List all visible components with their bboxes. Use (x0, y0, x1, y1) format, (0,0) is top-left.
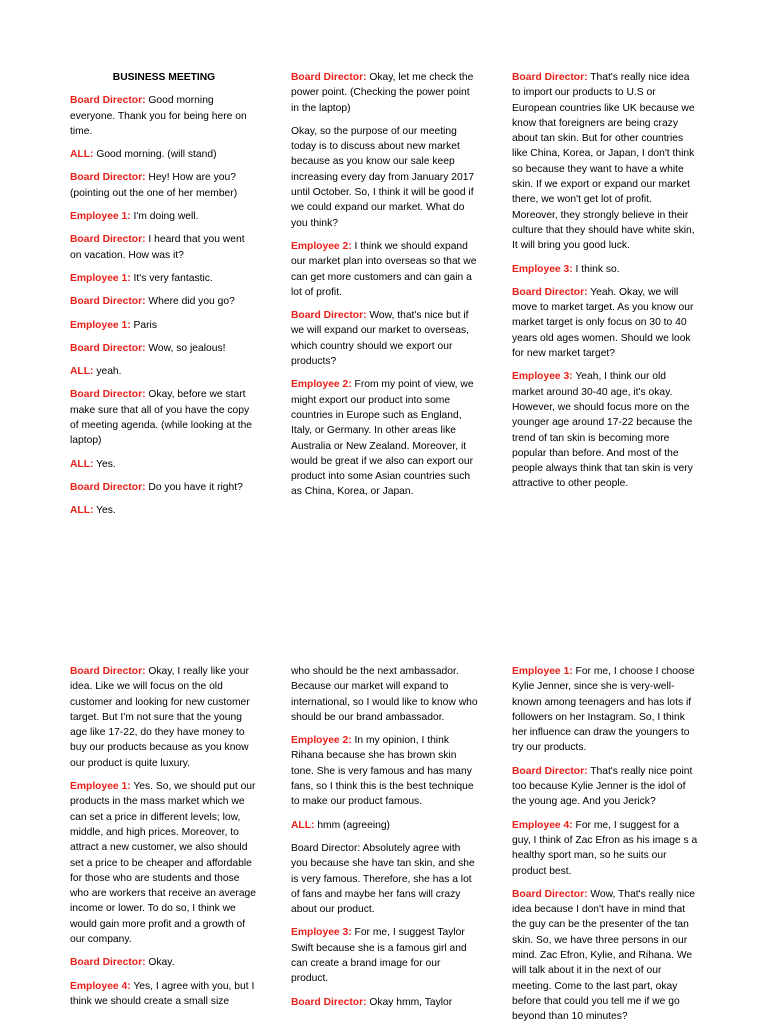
dialogue-line (512, 262, 700, 277)
dialogue-line (512, 285, 700, 361)
dialogue-text: who should be the next ambassador. Because our market will expand to international, so I would like to know who should be our brand ambassador. (291, 666, 478, 723)
document-title: BUSINESS MEETING (112, 72, 216, 83)
dialogue-line (291, 239, 479, 300)
speaker-label: Employee 3: (512, 263, 573, 275)
dialogue-line (512, 764, 700, 810)
dialogue-text: Hey! How are you? (pointing out the one of her member) (70, 172, 238, 199)
speaker-label: Employee 1: (70, 781, 131, 793)
dialogue-text: Okay, let me check the power point. (Checking the power point in the laptop) (291, 72, 474, 114)
speaker-label: Board Director: (70, 957, 146, 969)
speaker-label: Employee 1: (70, 319, 131, 331)
speaker-label: ALL: (70, 149, 94, 161)
speaker-label: Employee 1: (70, 272, 131, 284)
speaker-label: Board Director: (512, 72, 588, 83)
speaker-label: Employee 3: (291, 927, 352, 939)
dialogue-line (70, 294, 258, 309)
speaker-label: Board Director: (70, 342, 146, 354)
speaker-label: Board Director: (291, 72, 367, 83)
dialogue-text: Good morning. (will stand) (93, 149, 217, 161)
dialogue-line (70, 271, 258, 286)
speaker-label: Employee 2: (291, 240, 352, 252)
dialogue-line (70, 979, 258, 1010)
speaker-label: Board Director: (512, 765, 588, 777)
dialogue-text: hmm (agreeing) (314, 819, 390, 831)
dialogue-line (512, 664, 700, 756)
speaker-label: Board Director: (70, 234, 146, 246)
dialogue-text: For me, I choose I choose Kylie Jenner, since she is very-well-known among teenagers and has lots if followers on her Instagram. So, I think her influence can draw the youngers to try our products. (512, 666, 695, 754)
dialogue-line (70, 232, 258, 263)
dialogue-text: Okay. (145, 957, 175, 969)
dialogue-text: yeah. (93, 366, 122, 378)
dialogue-line (512, 369, 700, 491)
dialogue-line (291, 664, 479, 725)
dialogue-line (291, 377, 479, 499)
dialogue-text: Wow, so jealous! (145, 342, 226, 354)
dialogue-line (512, 70, 700, 254)
dialogue-line (70, 364, 258, 379)
dialogue-line (291, 733, 479, 809)
dialogue-text: Wow, That's really nice idea because I don't have in mind that the guy can be the presenter of the tan skin. So, we have three persons in our mind. Zac Efron, Kylie, and Rihana. We will talk about it in the next of our meeting. Come to the last part, okay before that could you tell me if we go beyond than 10 minutes? (512, 888, 695, 1023)
dialogue-line (291, 925, 479, 986)
speaker-label: Board Director: (291, 310, 367, 322)
speaker-label: Board Director: (512, 286, 588, 298)
speaker-label: Employee 1: (512, 666, 573, 677)
speaker-label: Board Director: (70, 95, 146, 107)
dialogue-text: Okay, I really like your idea. Like we will focus on the old customer and looking for new customer target. But I'm not sure that the young age like 17-22, do they have money to buy our products because as you know our product is quite luxury. (70, 666, 250, 769)
dialogue-text: Yeah. Okay, we will move to market target. As you know our market target is only focus on 30 to 40 years old ages women. Should we look for new market target? (512, 286, 694, 360)
dialogue-text: It's very fantastic. (130, 272, 213, 284)
dialogue-line (291, 70, 479, 116)
dialogue-text: That's really nice idea to import our products to U.S or European countries like UK because we know that foreigners are being crazy about tan skin. But for other countries like China, Korea, or Japan, I don't think so because they want to have a white skin. If we export or expand our market there, we won't get lot of profit. Moreover, they strongly believe in their culture that they should have white skin, It will bring you good luck. (512, 72, 695, 252)
column-4 (70, 664, 258, 1017)
dialogue-line (70, 170, 258, 201)
dialogue-line (70, 93, 258, 139)
speaker-label: Employee 3: (512, 371, 573, 383)
dialogue-text: In my opinion, I think Rihana because she has brown skin tone. She is very famous and has many fans, so I think this is the best technique to make our product famous. (291, 735, 474, 808)
dialogue-line (70, 147, 258, 162)
column-1 (70, 70, 258, 527)
column-5 (291, 664, 479, 1018)
dialogue-text: Board Director: Absolutely agree with you because she have tan skin, and she is very famous. Therefore, she has a lot of fans and maybe her fans will crazy about our product. (291, 842, 475, 916)
dialogue-text: For me, I suggest Taylor Swift because she is a famous girl and can create a brand image for our product. (291, 927, 467, 985)
speaker-label: Board Director: (291, 996, 367, 1008)
column-3 (512, 70, 700, 500)
dialogue-text: Yes. (93, 458, 116, 470)
column-2 (291, 70, 479, 508)
dialogue-text: I heard that you went on vacation. How was it? (70, 234, 245, 261)
dialogue-text: Wow, that's nice but if we will expand our market to overseas, which country should we export our products? (291, 310, 469, 368)
dialogue-text: Yes. (93, 505, 116, 517)
speaker-label: Employee 4: (70, 980, 131, 992)
dialogue-text: I think we should expand our market plan into overseas so that we can get more customers and can gain a lot of profit. (291, 240, 477, 298)
dialogue-line (291, 995, 479, 1010)
speaker-label: Employee 1: (70, 211, 131, 223)
dialogue-line (70, 503, 258, 518)
dialogue-line (291, 124, 479, 231)
dialogue-text: For me, I suggest for a guy, I think of Zac Efron as his image s a healthy sport man, so he suits our product best. (512, 819, 698, 877)
dialogue-line (70, 318, 258, 333)
dialogue-line (70, 387, 258, 448)
dialogue-line (291, 841, 479, 917)
speaker-label: Employee 2: (291, 735, 352, 747)
speaker-label: Board Director: (512, 888, 588, 900)
dialogue-text: Good morning everyone. Thank you for being here on time. (70, 95, 247, 137)
column-6 (512, 664, 700, 1033)
dialogue-line (70, 779, 258, 947)
dialogue-text: I think so. (572, 263, 620, 275)
dialogue-text: From my point of view, we might export our product into some countries in Europe such as England, Italy, or Germany. In other areas like Australia or New Zealand. Moreover, it would be great if we also can export our product into some Asian countries such as China, Korea, or Japan. (291, 379, 474, 498)
speaker-label: ALL: (291, 819, 315, 831)
dialogue-line (512, 887, 700, 1025)
dialogue-line (70, 480, 258, 495)
dialogue-text: Okay hmm, Taylor (366, 996, 453, 1008)
speaker-label: Board Director: (70, 296, 146, 308)
speaker-label: Board Director: (70, 666, 146, 677)
dialogue-text: Paris (130, 319, 157, 331)
dialogue-text: That's really nice point too because Kylie Jenner is the idol of the young age. And you Jerick? (512, 765, 693, 808)
dialogue-line (70, 209, 258, 224)
dialogue-line (512, 818, 700, 879)
dialogue-line (70, 955, 258, 970)
dialogue-text: Yes. So, we should put our products in the mass market which we can set a price in different levels; low, middle, and high prices. Moreover, to attract a new customer, we also should set a price to be cheaper and affordable for those who are students and those who are workers that receive an average income or lower. To do so, I think we would gain more profit and a growth of our company. (70, 781, 257, 946)
dialogue-line (70, 664, 258, 771)
speaker-label: ALL: (70, 505, 94, 517)
speaker-label: Board Director: (70, 481, 146, 493)
dialogue-text: Okay, before we start make sure that all of you have the copy of meeting agenda. (while looking at the laptop) (70, 389, 253, 447)
dialogue-line (70, 457, 258, 472)
dialogue-line (291, 308, 479, 369)
speaker-label: Employee 2: (291, 379, 352, 391)
speaker-label: ALL: (70, 366, 94, 378)
dialogue-text: Okay, so the purpose of our meeting today is to discuss about new market because as you know our sale keep increasing every day from January 2017 until October. So, I think it will be good if we could expand our market. What do you think? (291, 125, 475, 229)
dialogue-line (291, 818, 479, 833)
dialogue-text: Where did you go? (145, 296, 235, 308)
speaker-label: Board Director: (70, 389, 146, 401)
speaker-label: Board Director: (70, 172, 146, 184)
speaker-label: ALL: (70, 458, 94, 470)
speaker-label: Employee 4: (512, 819, 573, 831)
dialogue-text: I'm doing well. (130, 211, 199, 223)
dialogue-text: Yes, I agree with you, but I think we should create a small size (70, 980, 255, 1007)
dialogue-line (70, 341, 258, 356)
dialogue-text: Do you have it right? (145, 481, 243, 493)
dialogue-text: Yeah, I think our old market around 30-40 age, it's okay. However, we should focus more on the younger age around 17-22 because the trend of tan skin is becoming more popular than before. And most of the people always think that tan skin is very attractive to other people. (512, 371, 693, 490)
